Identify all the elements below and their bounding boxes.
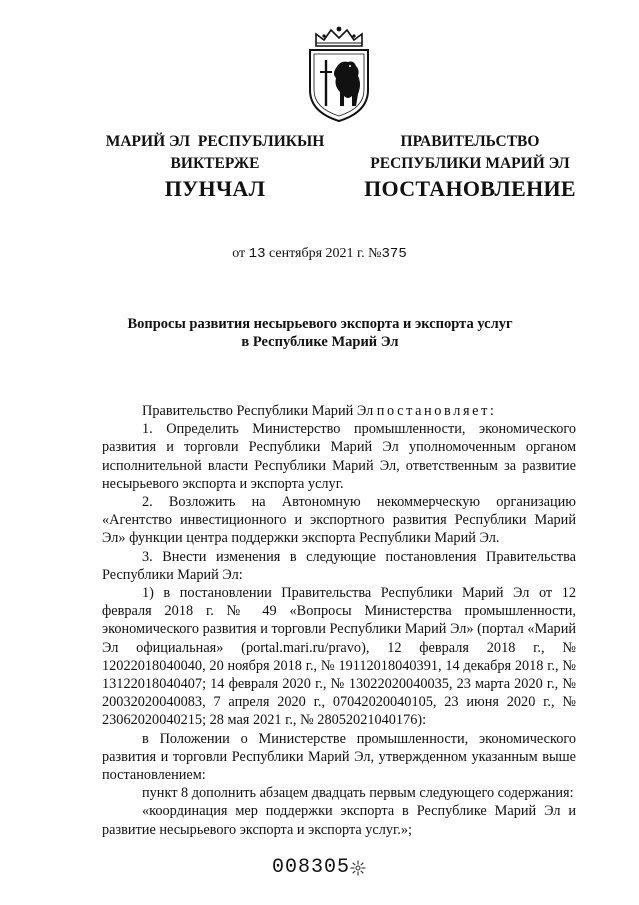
ornament-icon (350, 860, 366, 881)
document-title-line2: в Республике Марий Эл (241, 334, 399, 350)
date-day: 13 (248, 246, 266, 262)
intro-paragraph (102, 402, 576, 420)
paragraph-point-8: пункт 8 дополнить абзацем двадцать первым следующего содержания: (142, 785, 574, 802)
coat-of-arms-icon (300, 24, 378, 124)
document-title-line1: Вопросы развития несырьевого экспорта и экспорта услуг (127, 316, 513, 332)
header-left-line1: МАРИЙ ЭЛ РЕСПУБЛИКЫН (105, 133, 325, 150)
header-left-doc-type: ПУНЧАЛ (164, 176, 266, 201)
paragraph-1: 1. Определить Министерство промышленности, экономического развития и торговли Республики Марий Эл уполномоченным органом исполнительной власти Республики Марий Эл, ответственным за развитие несырьевого экспорта и экспорта услуг. (102, 421, 576, 492)
date-rest: сентября 2021 г. № (268, 246, 382, 261)
document-date-line (0, 246, 639, 262)
header-right-doc-type: ПОСТАНОВЛЕНИЕ (364, 176, 576, 201)
paragraph-3-1: 1) в постановлении Правительства Республики Марий Эл от 12 февраля 2018 г. № 49 «Вопросы Министерства промышленности, экономического развития и торговли Республики Марий Эл» (портал «Марий Эл официальная» (portal.mari.ru/pravo), 12 февраля 2018 г., № 12022018040040, 20 ноября 2018 г., № 19112018040391, 14 декабря 2018 г., № 13122018040407; 14 февраля 2020 г., № 13022020040035, 23 марта 2020 г., № 20032020040083, 7 апреля 2020 г., 07042020040105, 23 июня 2020 г., № 23062020040215; 28 мая 2021 г., № 28052021040176): (102, 585, 576, 729)
header-left-line2: ВИКТЕРЖЕ (170, 155, 260, 172)
document-title (80, 315, 560, 351)
paragraph-2: 2. Возложить на Автономную некоммерческую организацию «Агентство инвестиционного и экспортного развития Республики Марий Эл» функции центра поддержки экспорта Республики Марий Эл. (102, 494, 576, 547)
paragraph-quote: «координация мер поддержки экспорта в Республике Марий Эл и развитие несырьевого экспорта и экспорта услуг.»; (102, 803, 576, 838)
document-number: 375 (381, 246, 407, 262)
serial-number: 008305 (272, 856, 351, 879)
date-prefix: от (232, 246, 246, 261)
header-right-line1: ПРАВИТЕЛЬСТВО (400, 133, 540, 150)
header-left (80, 131, 350, 175)
intro-text: Правительство Республики Марий Эл (142, 403, 374, 419)
intro-verb: постановляет: (376, 403, 497, 419)
paragraph-regulation: в Положении о Министерстве промышленности, экономического развития и торговли Республики Марий Эл, утвержденном указанным выше постановлением: (102, 730, 576, 784)
document-body (102, 402, 576, 839)
paragraph-3: 3. Внести изменения в следующие постановления Правительства Республики Марий Эл: (102, 548, 576, 583)
header-right-line2: РЕСПУБЛИКИ МАРИЙ ЭЛ (370, 155, 570, 172)
header-right (340, 131, 600, 175)
